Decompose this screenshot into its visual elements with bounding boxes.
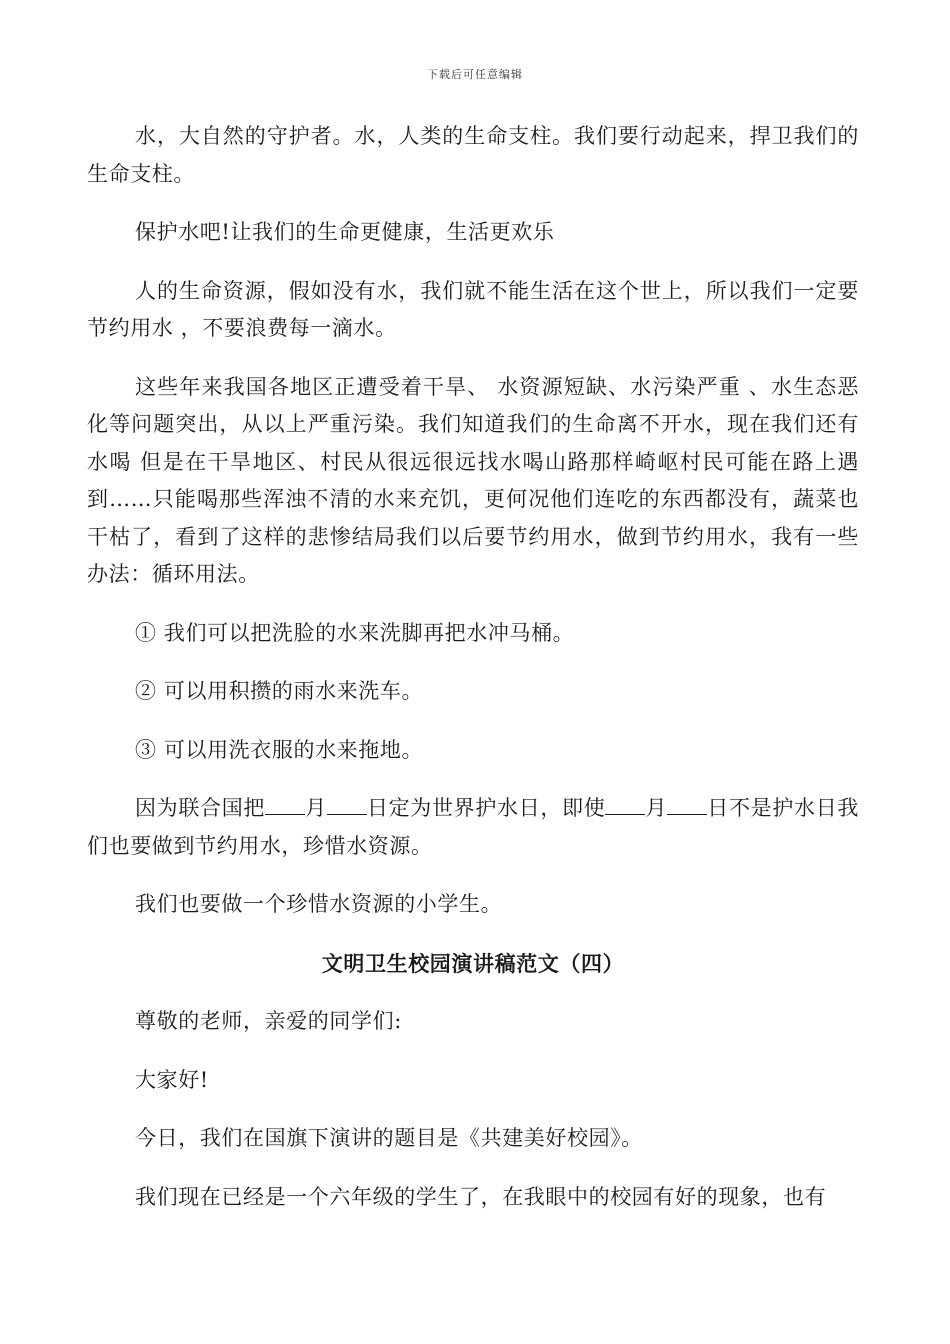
paragraph-greeting: 大家好! xyxy=(135,1067,209,1092)
text-segment: 日定为世界护水日，即使 xyxy=(366,796,606,820)
text-segment: 因为联合国把 xyxy=(135,796,266,820)
list-item-method-1: ① 我们可以把洗脸的水来洗脚再把水冲马桶。 xyxy=(135,620,575,645)
paragraph-water-day xyxy=(87,790,859,865)
list-item-method-2: ② 可以用积攒的雨水来洗车。 xyxy=(135,679,424,703)
paragraph-water-guardian: 水，大自然的守护者。水，人类的生命支柱。我们要行动起来，捍卫我们的生命支柱。 xyxy=(87,124,859,186)
paragraph-topic: 今日，我们在国旗下演讲的题目是《共建美好校园》。 xyxy=(135,1126,643,1150)
fill-blank xyxy=(667,796,707,815)
fill-blank xyxy=(605,796,645,815)
text-segment: 月 xyxy=(305,796,327,820)
paragraph-protect-water: 保护水吧!让我们的生命更健康，生活更欢乐 xyxy=(135,220,555,244)
paragraph-drought: 这些年来我国各地区正遭受着干旱、 水资源短缺、水污染严重 、水生态恶化等问题突出，从以上严重污染。我们知道我们的生命离不开水，现在我们还有水喝 但是在干旱地区、村民从很远很远找水喝山路那样崎岖村民可能在路上遇到……只能喝那些浑浊不清的水来充饥，更何况他们连吃的东西都没有，蔬菜也干枯了，看到了这样的悲惨结局我们以后要节约用水，做到节约用水，我有一些办法：循环用法。 xyxy=(87,374,859,586)
paragraph-sixth-grade: 我们现在已经是一个六年级的学生了，在我眼中的校园有好的现象，也有 xyxy=(135,1184,827,1209)
fill-blank xyxy=(265,796,305,815)
page-header: 下载后可任意编辑 xyxy=(427,68,523,81)
text-segment: 日不是护水日我们也要做到节约用水，珍惜水资源。 xyxy=(87,796,859,858)
list-item-method-3: ③ 可以用洗衣服的水来拖地。 xyxy=(135,737,424,762)
text-segment: 月 xyxy=(645,796,668,820)
paragraph-salutation: 尊敬的老师，亲爱的同学们: xyxy=(135,1009,402,1033)
document-body xyxy=(87,118,859,1216)
section-heading: 文明卫生校园演讲稿范文（四） xyxy=(321,950,625,976)
paragraph-life-resource: 人的生命资源，假如没有水，我们就不能生活在这个世上，所以我们一定要节约用水 ，不要浪费每一滴水。 xyxy=(87,278,859,340)
paragraph-student: 我们也要做一个珍惜水资源的小学生。 xyxy=(135,892,503,916)
fill-blank xyxy=(327,796,367,815)
